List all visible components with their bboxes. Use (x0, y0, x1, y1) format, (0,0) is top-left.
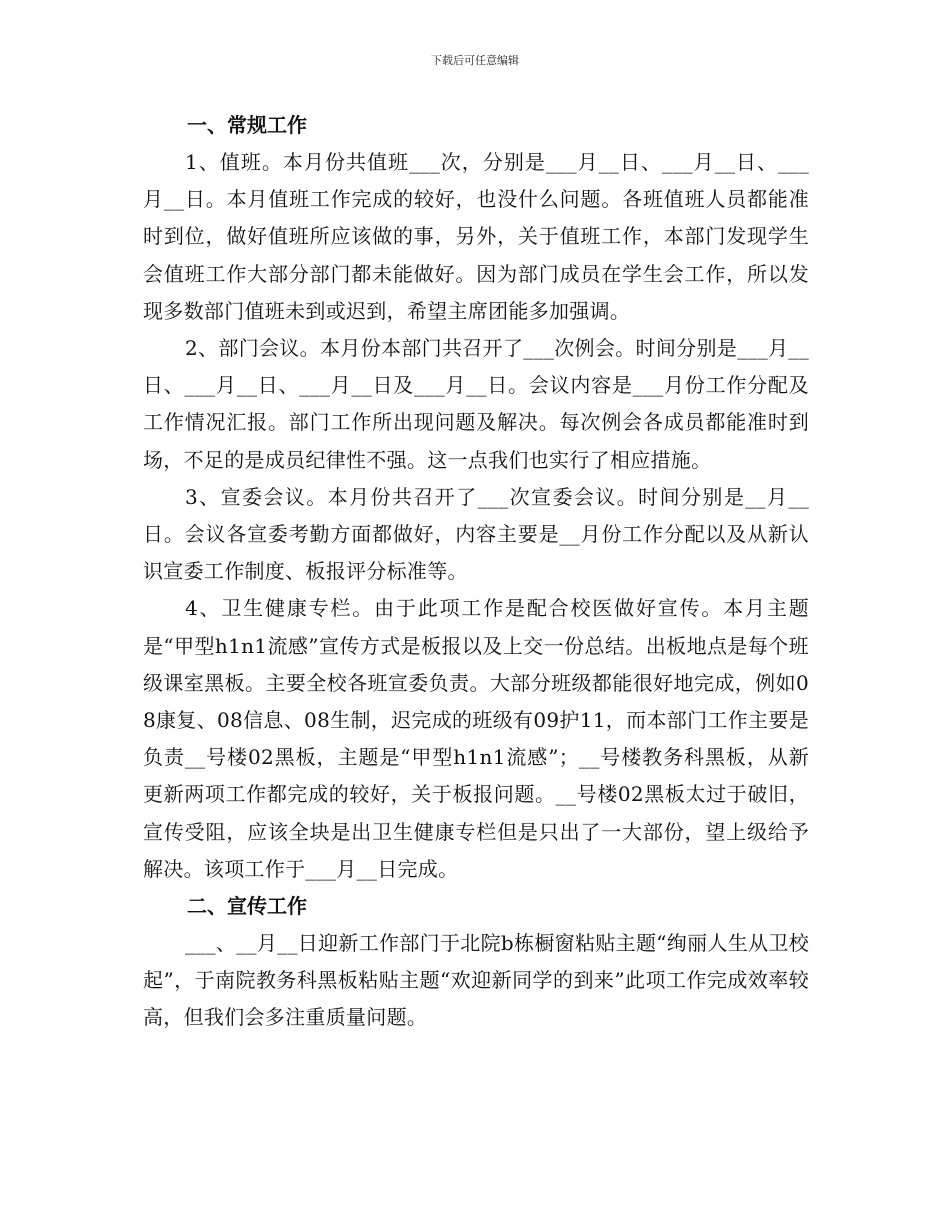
paragraph-health-column: 4、卫生健康专栏。由于此项工作是配合校医做好宣传。本月主题是“甲型h1n1流感”宣传方式是板报以及上交一份总结。出板地点是每个班级课室黑板。主要全校各班宣委负责。大部分班级都能很好地完成，例如08康复、08信息、08生制，迟完成的班级有09护11，而本部门工作主要是负责__号楼02黑板，主题是“甲型h1n1流感”；__号楼教务科黑板，从新更新两项工作都完成的较好，关于板报问题。__号楼02黑板太过于破旧，宣传受阻，应该全块是出卫生健康专栏但是只出了一大部份，望上级给予解决。该项工作于___月__日完成。 (143, 596, 809, 881)
paragraph-welcome-work: ___、__月__日迎新工作部门于北院b栋橱窗粘贴主题“绚丽人生从卫校起”，于南院教务科黑板粘贴主题“欢迎新同学的到来”此项工作完成效率较高，但我们会多注重质量问题。 (143, 931, 809, 1030)
document-body (143, 107, 809, 1037)
section-heading-publicity: 二、宣传工作 (187, 894, 307, 919)
header-note: 下载后可任意编辑 (431, 54, 519, 67)
paragraph-publicity-meeting: 3、宣委会议。本月份共召开了___次宣委会议。时间分别是__月__日。会议各宣委考勤方面都做好，内容主要是__月份工作分配以及从新认识宣委工作制度、板报评分标准等。 (143, 484, 809, 584)
section-heading-routine: 一、常规工作 (187, 113, 307, 137)
paragraph-department-meeting: 2、部门会议。本月份本部门共召开了___次例会。时间分别是___月__日、___月__日、___月__日及___月__日。会议内容是___月份工作分配及工作情况汇报。部门工作所出现问题及解决。每次例会各成员都能准时到场，不足的是成员纪律性不强。这一点我们也实行了相应措施。 (143, 336, 809, 472)
paragraph-duty: 1、值班。本月份共值班___次，分别是___月__日、___月__日、___月__日。本月值班工作完成的较好，也没什么问题。各班值班人员都能准时到位，做好值班所应该做的事，另外，关于值班工作，本部门发现学生会值班工作大部分部门都未能做好。因为部门成员在学生会工作，所以发现多数部门值班未到或迟到，希望主席团能多加强调。 (143, 150, 809, 323)
